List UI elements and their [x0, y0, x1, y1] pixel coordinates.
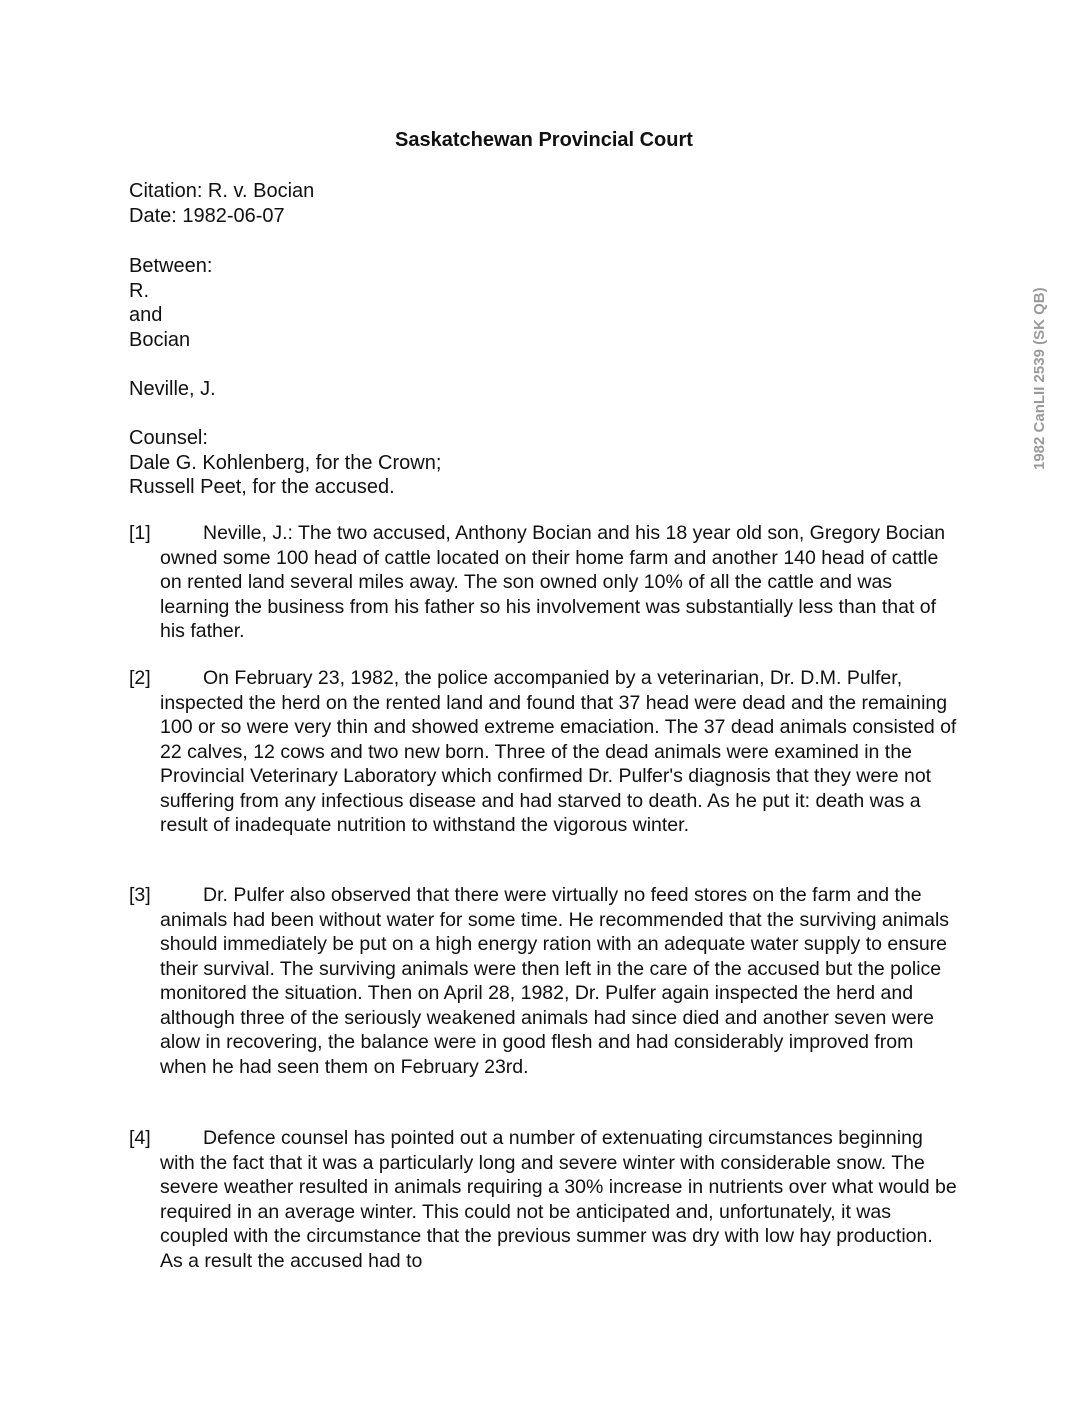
decision-date: Date: 1982-06-07 [129, 204, 285, 227]
between-label: Between: [129, 255, 213, 277]
citation: Citation: R. v. Bocian [129, 180, 315, 202]
parties-block [129, 254, 949, 352]
paragraph-1 [129, 521, 959, 644]
paragraph-text: Dr. Pulfer also observed that there were virtually no feed stores on the farm and the animals had been without water for some time. He recommended that the surviving animals should immediately be put on a high energy ration with an adequate water supply to ensure their survival. The surviving animals were then left in the care of the accused but the police monitored the situation. Then on April 28, 1982, Dr. Pulfer again inspected the herd and although three of the seriously weakened animals had since died and another seven were alow in recovering, the balance were in good flesh and had considerably improved from when he had seen them on February 23rd. [160, 884, 950, 1078]
court-title: Saskatchewan Provincial Court [395, 129, 693, 151]
and-label: and [129, 304, 163, 326]
paragraph-text: Neville, J.: The two accused, Anthony Bocian and his 18 year old son, Gregory Bocian owned some 100 head of cattle located on their home farm and another 140 head of cattle on rented land several miles away. The son owned only 10% of all the cattle and was learning the business from his father so his involvement was substantially less than that of his father. [160, 522, 946, 642]
party-crown: R. [129, 279, 149, 302]
canlii-watermark: 1982 CanLII 2539 (SK QB) [1031, 287, 1048, 470]
paragraph-number: [2] [129, 667, 151, 689]
party-accused: Bocian [129, 328, 191, 351]
judge-block [129, 377, 949, 402]
paragraph-3 [129, 883, 959, 1079]
counsel-crown: Dale G. Kohlenberg, for the Crown; [129, 451, 442, 474]
paragraph-number: [1] [129, 522, 151, 544]
counsel-block [129, 426, 949, 500]
paragraph-number: [4] [129, 1127, 151, 1149]
paragraph-number: [3] [129, 884, 151, 906]
citation-block [129, 179, 949, 228]
counsel-accused: Russell Peet, for the accused. [129, 476, 395, 498]
judge-name: Neville, J. [129, 378, 216, 400]
paragraph-text: Defence counsel has pointed out a number of extenuating circumstances beginning with the fact that it was a particularly long and severe winter with considerable snow. The severe weather resulted in animals requiring a 30% increase in nutrients over what would be required in an average winter. This could not be anticipated and, unfortunately, it was coupled with the circumstance that the previous summer was dry with low hay production. As a result the accused had to [160, 1127, 957, 1272]
paragraph-4 [129, 1126, 959, 1273]
paragraph-2 [129, 666, 959, 838]
paragraph-text: On February 23, 1982, the police accompanied by a veterinarian, Dr. D.M. Pulfer, inspected the herd on the rented land and found that 37 head were dead and the remaining 100 or so were very thin and showed extreme emaciation. The 37 dead animals consisted of 22 calves, 12 cows and two new born. Three of the dead animals were examined in the Provincial Veterinary Laboratory which confirmed Dr. Pulfer's diagnosis that they were not suffering from any infectious disease and had starved to death. As he put it: death was a result of inadequate nutrition to withstand the vigorous winter. [160, 667, 957, 836]
counsel-label: Counsel: [129, 427, 208, 449]
